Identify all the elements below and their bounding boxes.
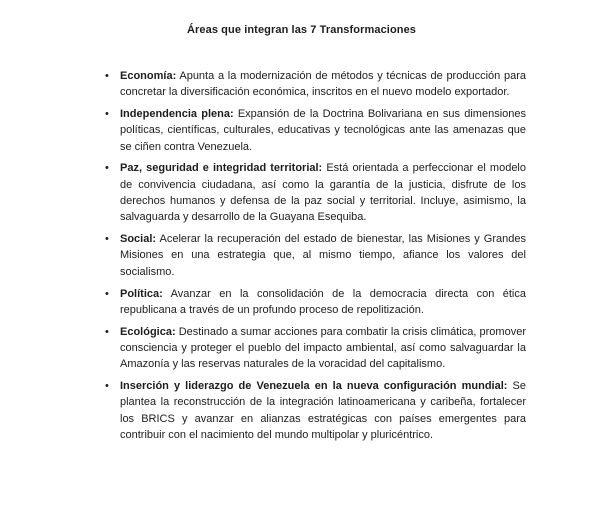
- list-item-social: [105, 231, 526, 280]
- bullet-icon: •: [105, 287, 109, 300]
- item-text: Acelerar la recuperación del estado de bienestar, las Misiones y Grandes Misiones en una estrategia que, al mismo tiempo, afiance los valores del socialismo.: [120, 233, 526, 278]
- item-label: Social:: [120, 233, 157, 246]
- document-title: Áreas que integran las 7 Transformaciones: [186, 24, 417, 36]
- list-item-politica: [105, 286, 526, 319]
- item-label: Independencia plena:: [120, 108, 234, 121]
- list-item-insercion: [105, 378, 526, 443]
- bullet-icon: •: [105, 233, 109, 246]
- item-text: Destinado a sumar acciones para combatir la crisis climática, promover consciencia y proteger el pueblo del impacto ambiental, así como salvaguardar la Amazonía y las reservas naturales de la voracidad del capitalismo.: [120, 325, 526, 371]
- item-text: Avanzar en la consolidación de la democracia directa con ética republicana a través de un profundo proceso de repolitización.: [120, 287, 526, 316]
- list-item-ecologica: [105, 324, 526, 373]
- item-label: Política:: [120, 287, 163, 300]
- bullet-list: [105, 68, 526, 443]
- bullet-icon: •: [105, 70, 109, 82]
- item-label: Ecológica:: [120, 325, 176, 338]
- bullet-icon: •: [105, 325, 109, 338]
- list-item-independencia: [105, 106, 526, 155]
- item-text: Se plantea la reconstrucción de la integración latinoamericana y caribeña, fortalecer los BRICS y avanzar en alianzas estratégicas con países emergentes para contribuir con el nacimiento del mundo multipolar y pluricéntrico.: [120, 380, 526, 441]
- bullet-icon: •: [105, 380, 109, 393]
- list-item-paz: [105, 160, 526, 225]
- list-item-economia: [105, 68, 526, 101]
- item-label: Economía:: [120, 70, 177, 82]
- item-label: Inserción y liderazgo de Venezuela en la nueva configuración mundial:: [120, 380, 508, 393]
- item-text: Expansión de la Doctrina Bolivariana en sus dimensiones políticas, científicas, culturales, educativas y tecnológicas ante las amenazas que se ciñen contra Venezuela.: [120, 108, 526, 153]
- item-text: Está orientada a perfeccionar el modelo de convivencia ciudadana, así como la garantía de la justicia, disfrute de los derechos humanos y defensa de la paz social y territorial. Incluye, asimismo, la salvaguarda y desarrollo de la Guayana Esequiba.: [120, 162, 526, 224]
- bullet-icon: •: [105, 108, 109, 121]
- item-text: Apunta a la modernización de métodos y técnicas de producción para concretar la diversificación económica, inscritos en el nuevo modelo exportador.: [120, 70, 526, 99]
- bullet-icon: •: [105, 162, 109, 175]
- item-label: Paz, seguridad e integridad territorial:: [120, 162, 323, 175]
